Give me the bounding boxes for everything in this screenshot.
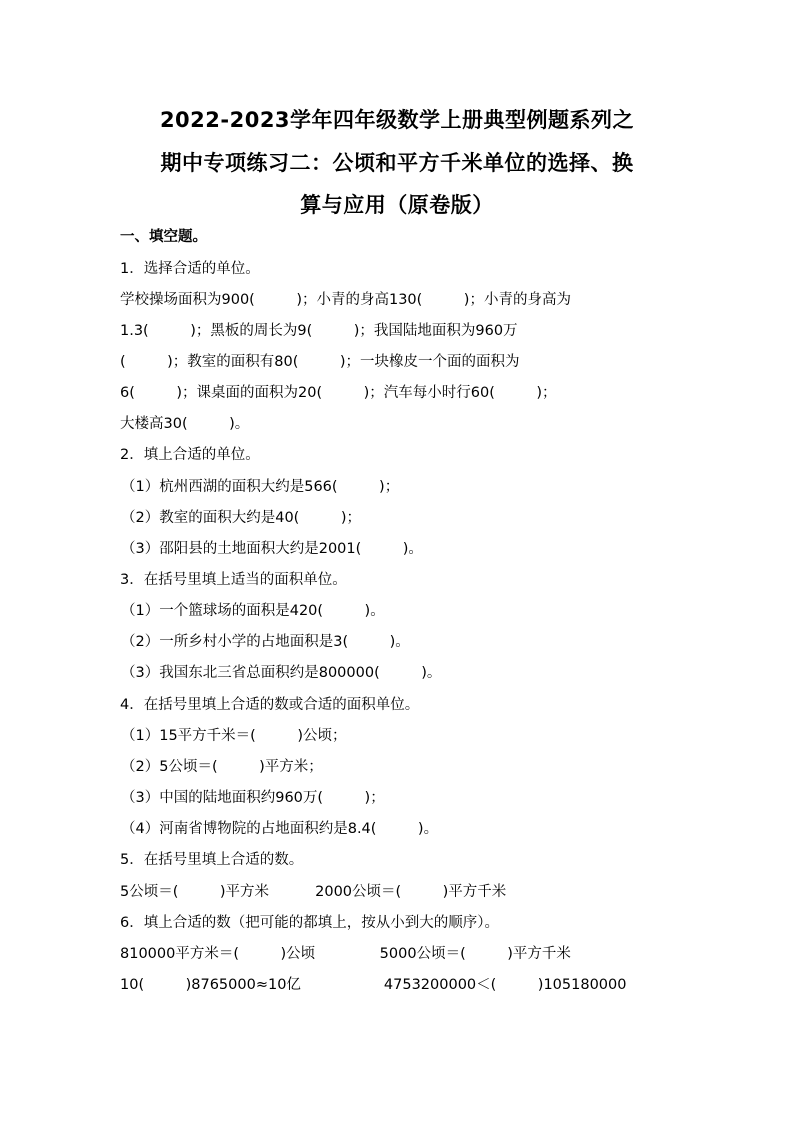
section-heading: 一、填空题。 xyxy=(120,229,207,245)
question-1-line: 大楼高30( )。 xyxy=(120,416,250,432)
title-line-1: 2022-2023学年四年级数学上册典型例题系列之 xyxy=(159,108,635,132)
question-1-line: 6( )；课桌面的面积为20( )；汽车每小时行60( )； xyxy=(120,385,557,401)
question-1-line: 学校操场面积为900( )；小青的身高130( )；小青的身高为 xyxy=(120,292,571,308)
question-3-item: （1）一个篮球场的面积是420( )。 xyxy=(121,603,385,619)
question-6-prompt: 6．填上合适的数（把可能的都填上，按从小到大的顺序）。 xyxy=(120,915,499,931)
question-2-prompt: 2．填上合适的单位。 xyxy=(120,447,260,463)
question-1-prompt: 1．选择合适的单位。 xyxy=(120,261,260,277)
question-2-item: （1）杭州西湖的面积大约是566( )； xyxy=(121,479,400,495)
question-2-item: （2）教室的面积大约是40( )； xyxy=(121,510,361,526)
question-3-item: （2）一所乡村小学的占地面积是3( )。 xyxy=(121,634,410,650)
question-4-item: （3）中国的陆地面积约960万( )； xyxy=(121,790,385,806)
question-6-line: 10( )8765000≈10亿 4753200000＜( )105180000 xyxy=(120,977,627,993)
question-6-line: 810000平方米＝( )公顷 5000公顷＝( )平方千米 xyxy=(120,946,571,962)
title-line-3: 算与应用（原卷版） xyxy=(300,193,494,217)
title-line-2: 期中专项练习二：公顷和平方千米单位的选择、换 xyxy=(160,151,634,175)
question-4-item: （2）5公顷＝( )平方米； xyxy=(121,759,323,775)
question-4-item: （4）河南省博物院的占地面积约是8.4( )。 xyxy=(121,821,439,837)
question-2-item: （3）邵阳县的土地面积大约是2001( )。 xyxy=(121,541,423,557)
question-4-prompt: 4．在括号里填上合适的数或合适的面积单位。 xyxy=(120,697,420,713)
question-3-item: （3）我国东北三省总面积约是800000( )。 xyxy=(121,665,442,681)
question-3-prompt: 3．在括号里填上适当的面积单位。 xyxy=(120,572,347,588)
question-1-line: ( )；教室的面积有80( )；一块橡皮一个面的面积为 xyxy=(120,354,520,370)
question-1-line: 1.3( )；黑板的周长为9( )；我国陆地面积为960万 xyxy=(120,323,518,339)
question-4-item: （1）15平方千米＝( )公顷； xyxy=(121,728,347,744)
question-5-line: 5公顷＝( )平方米 2000公顷＝( )平方千米 xyxy=(120,884,507,900)
question-5-prompt: 5．在括号里填上合适的数。 xyxy=(120,852,304,868)
